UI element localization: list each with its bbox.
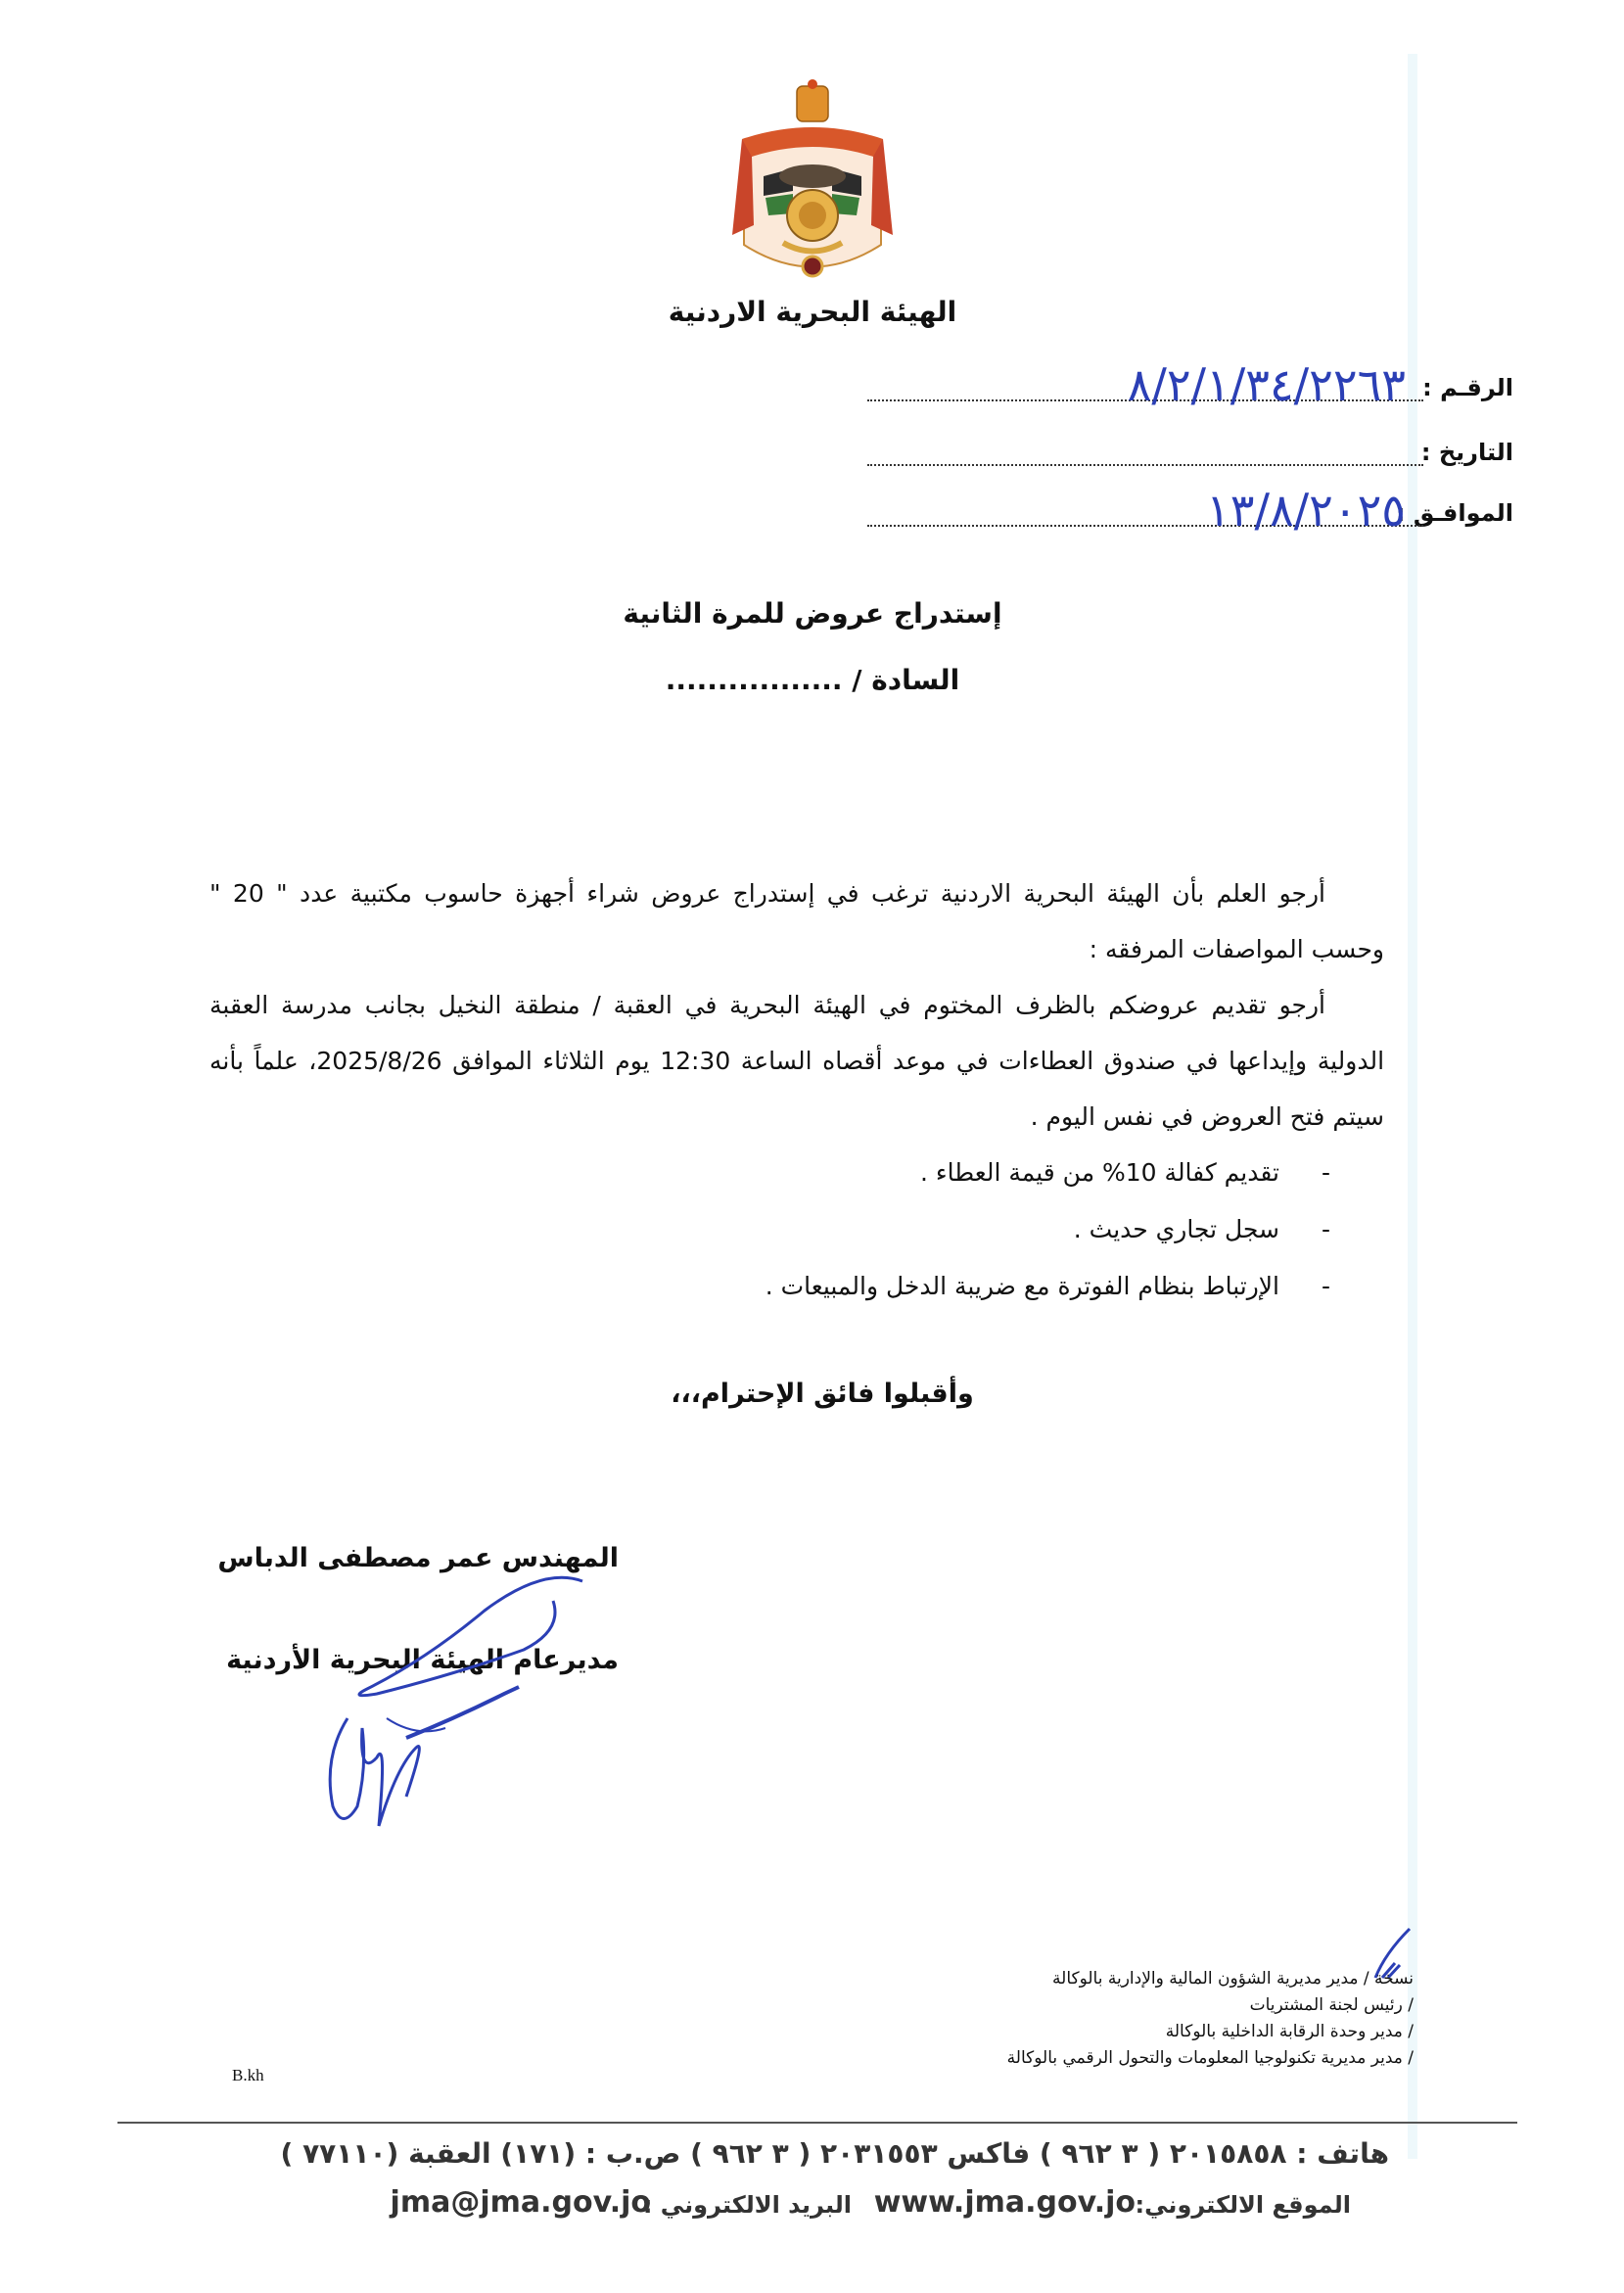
copies-list [728,1966,1414,2072]
corresponding-date-label: الموافـق : [1395,499,1513,527]
reference-number-label: الرقـم : [1422,374,1513,401]
footer-contact-phone: هاتف : ٢٠١٥٨٥٨ ( ٣ ٩٦٢ ) فاكس ٢٠٣١٥٥٣ ( ٣ ٩٦٢ ) ص.ب : (١٧١) العقبة (٧٧١١٠ ) [280,2137,1389,2170]
corresponding-date-row [828,484,1513,542]
requirement-text: الإرتباط بنظام الفوترة مع ضريبة الدخل والمبيعات . [765,1272,1279,1300]
jordan-coat-of-arms-icon [724,78,901,294]
bullet-dash: - [1321,1158,1330,1187]
requirement-text: تقديم كفالة 10% من قيمة العطاء . [920,1158,1279,1187]
footer-contact-online [274,2185,1351,2224]
letter-title: إستدراج عروض للمرة الثانية [623,597,1002,630]
bullet-dash: - [1321,1272,1330,1300]
list-item [351,1201,1330,1258]
list-item: / مدير مديرية تكنولوجيا المعلومات والتحول الرقمي بالوكالة [1006,2048,1414,2068]
date-dotted-line [867,464,1423,466]
typist-initials: B.kh [232,2066,264,2084]
email-label: البريد الالكتروني : [642,2191,852,2219]
email-link[interactable]: jma@jma.gov.jo [390,2185,651,2220]
list-item [351,1258,1330,1315]
website-link[interactable]: www.jma.gov.jo [873,2185,1136,2220]
requirement-text: سجل تجاري حديث . [1073,1215,1279,1243]
signatory-position: مديرعام الهيئة البحرية الأردنية [226,1645,619,1675]
corresponding-date-handwritten: ١٣/٨/٢٠٢٥ [1206,484,1406,537]
list-item: / مدير وحدة الرقابة الداخلية بالوكالة [1165,2022,1414,2041]
scan-edge-band [1408,54,1417,2159]
footer-divider [117,2122,1517,2124]
signatory-name: المهندس عمر مصطفى الدباس [217,1543,619,1573]
website-label: الموقع الالكتروني: [1135,2191,1351,2219]
list-item: نسخة / مدير مديرية الشؤون المالية والإدارية بالوكالة [1052,1969,1414,1989]
handwritten-signature-icon [308,1571,602,1846]
date-label: التاريخ : [1420,439,1513,466]
list-item [351,1145,1330,1201]
date-row [828,439,1513,482]
bullet-dash: - [1321,1215,1330,1243]
closing-salutation: وأقبلوا فائق الإحترام،،، [671,1379,974,1409]
list-item: / رئيس لجنة المشتريات [1249,1995,1414,2015]
requirements-list [351,1145,1330,1315]
organization-name: الهيئة البحرية الاردنية [668,296,957,328]
addressee: السادة / ................. [665,664,960,696]
reference-number-handwritten: ٨/٢/١/٣٤/٢٢٦٣ [1127,358,1406,411]
letter-body [209,866,1384,1145]
body-paragraph-2: أرجو تقديم عروضكم بالظرف المختوم في الهيئة البحرية في العقبة / منطقة النخيل بجانب مدرسة العقبة الدولية وإيداعها في صندوق العطاءات في موعد أقصاه الساعة 12:30 يوم الثلاثاء الموافق 2025/8/26، علماً بأنه سيتم فتح العروض في نفس اليوم . [209,991,1385,1131]
reference-number-row [828,358,1513,417]
body-paragraph-1: أرجو العلم بأن الهيئة البحرية الاردنية ترغب في إستدراج عروض شراء أجهزة حاسوب مكتبية عدد " 20 " وحسب المواصفات المرفقه : [209,879,1384,963]
